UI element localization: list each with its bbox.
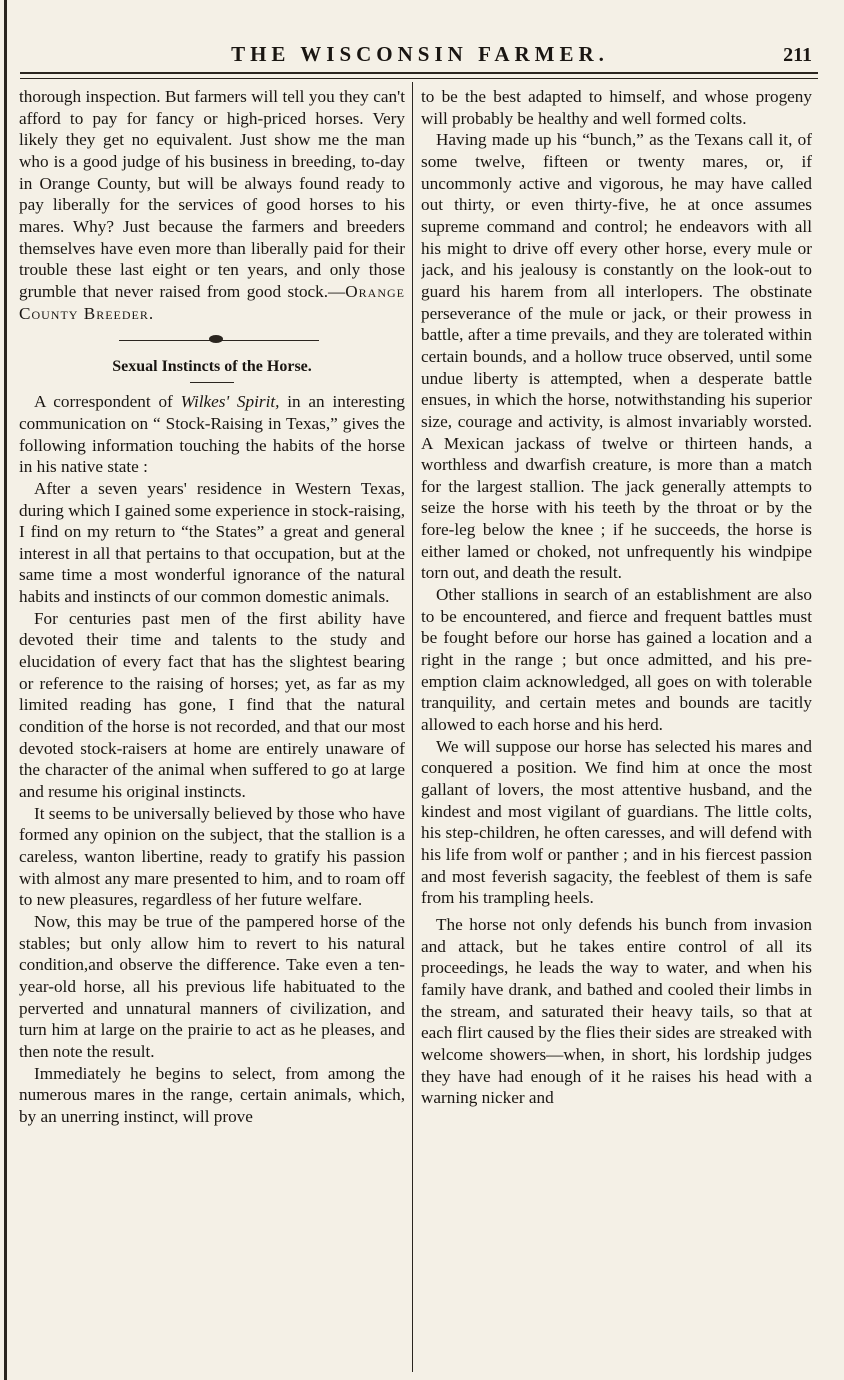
paragraph: Immediately he begins to select, from among the numerous mares in the range, certain animals, which, by an unerring instinct, will prove — [19, 1063, 405, 1126]
paragraph: Other stallions in search of an establishment are also to be encountered, and fierce and frequent battles must be fought before our horse has gained a location and a right in the range ; but once admitted, and his pre-emption claim acknowledged, all goes on with tolerable tranquility, and certain metes and bounds are tacitly allowed to each horse and his herd. — [421, 585, 812, 735]
page-edge-rule — [4, 0, 7, 1380]
ornamental-divider — [19, 332, 405, 350]
publication-name: Wilkes' Spirit, — [180, 392, 280, 412]
page-number: 211 — [783, 44, 812, 66]
title-underline — [190, 382, 234, 383]
left-column — [19, 86, 405, 1372]
intro-text-a: A correspondent of — [34, 392, 181, 412]
right-column — [421, 86, 812, 1372]
paragraph-intro — [19, 391, 405, 478]
paragraph-continued: to be the best adapted to himself, and whose progeny will probably be healthy and well formed colts. — [421, 87, 812, 128]
source-attribution: Orange County Breeder. — [19, 281, 405, 323]
paragraph: We will suppose our horse has selected his mares and conquered a position. We find him at once the most gallant of lovers, the most attentive husband, and the kindest and most vigilant of guardians. The little colts, his step-children, he often caresses, and will defend with his life from wolf or panther ; and in his fiercest passion and most feverish sagacity, the feeblest of them is safe from his trampling heels. — [421, 736, 812, 908]
paragraph: For centuries past men of the first ability have devoted their time and talents to the study and elucidation of every fact that has the slightest bearing or reference to the raising of horses; yet, as far as my limited reading has gone, I find that the natural condition of the horse is not recorded, and that our most devoted stock-raisers at home are entirely unaware of the character of the animal when suffered to go at large and resume his original instincts. — [19, 608, 405, 802]
divider-ornament-icon — [209, 335, 223, 343]
column-divider — [412, 82, 413, 1372]
intro-text-b: in an interesting communication on “ Stock-Raising in Texas,” gives the following information touching the habits of the horse in his native state : — [19, 392, 405, 477]
paragraph-continued — [19, 86, 405, 324]
article-title: Sexual Instincts of the Horse. — [112, 358, 312, 376]
page-header — [20, 40, 820, 72]
paragraph: It seems to be universally believed by those who have formed any opinion on the subject, that the stallion is a careless, wanton libertine, ready to gratify his passion with almost any mare presented to him, and to roam off to new pleasures, regardless of her future welfare. — [19, 803, 405, 910]
paragraph: Having made up his “bunch,” as the Texans call it, of some twelve, fifteen or twenty mares, or, if uncommonly active and vigorous, he may have called out thirty, or even thirty-five, he at once assumes supreme command and control; he endeavors with all his might to drive off every other horse, every mule or jack, and his jealousy is constantly on the look-out to guard his harem from all interlopers. The obstinate perseverance of the mule or jack, or their prowess in battle, after a time prevails, and they are tolerated within certain bounds, and a hollow truce observed, until some undue liberty is attempted, when a desperate battle ensues, in which the horse, notwithstanding his superior size, courage and activity, is almost invariably worsted. A Mexican jackass of twelve or thirteen hands, a worthless and dwarfish creature, is more than a match for the largest stallion. The jack generally attempts to seize the horse with his teeth by the throat or by the fore-leg below the knee ; if he succeeds, the horse is either lamed or choked, not unfrequently his windpipe torn out, and death the result. — [421, 130, 812, 583]
paragraph: Now, this may be true of the pampered horse of the stables; but only allow him to revert to his natural condition,and observe the difference. Take even a ten-year-old horse, all his previous life habituated to the perverted and unnatural manners of civilization, and turn him at large on the prairie to act as he pleases, and then note the result. — [19, 911, 405, 1061]
paragraph: The horse not only defends his bunch from invasion and attack, but he takes entire control of all its proceedings, he leads the way to water, and when his family have drank, and bathed and cooled their limbs in the stream, and saturated their heavy tails, so that at each flirt caused by the flies their sides are streaked with welcome showers—when, in short, his lordship judges they have had enough of it he raises his head with a warning nicker and — [421, 914, 812, 1108]
paragraph: After a seven years' residence in Western Texas, during which I gained some experience in stock-raising, I find on my return to “the States” a great and general interest in all that pertains to that occupation, but at the same time a most wonderful ignorance of the natural habits and instincts of our common domestic animals. — [19, 478, 405, 607]
header-double-rule — [20, 72, 818, 79]
running-head: THE WISCONSIN FARMER. — [231, 42, 609, 66]
paragraph-text: thorough inspection. But farmers will tell you they can't afford to pay for fancy or high-priced horses. Very likely they get no equivalent. Just show me the man who is a good judge of his business in breeding, to-day in Orange County, but will be always found ready to pay liberally for the services of good horses to his mares. Why? Just because the farmers and breeders themselves have even more than liberally paid for their trouble these last eight or ten years, and only those grumble that never raised from good stock.— — [19, 87, 405, 301]
